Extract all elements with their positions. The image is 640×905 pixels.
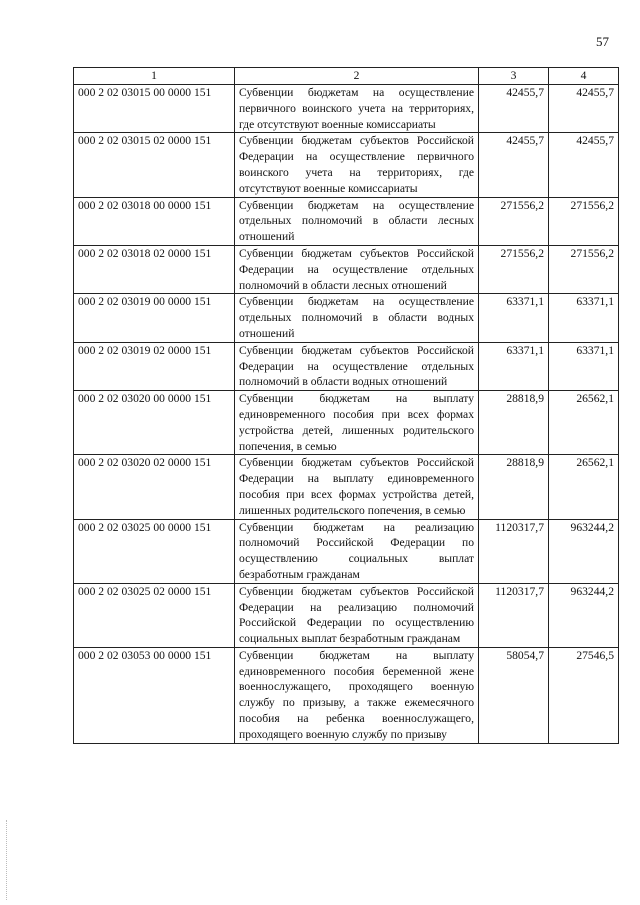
actual-amount-cell: 271556,2	[549, 197, 619, 245]
actual-amount-cell: 271556,2	[549, 245, 619, 293]
table-row	[74, 647, 619, 743]
table-row	[74, 133, 619, 197]
table-row	[74, 391, 619, 455]
table-row	[74, 245, 619, 293]
description-cell: Субвенции бюджетам субъектов Российской Федерации на осуществление отдельных полномочий в области лесных отношений	[235, 245, 479, 293]
header-row	[74, 68, 619, 85]
plan-amount-cell: 271556,2	[479, 197, 549, 245]
actual-amount-cell: 42455,7	[549, 133, 619, 197]
table-row	[74, 85, 619, 133]
plan-amount-cell: 28818,9	[479, 455, 549, 519]
plan-amount-cell: 271556,2	[479, 245, 549, 293]
budget-code-cell: 000 2 02 03025 00 0000 151	[74, 519, 235, 583]
plan-amount-cell: 63371,1	[479, 342, 549, 390]
column-header-2: 2	[235, 68, 479, 85]
budget-code-cell: 000 2 02 03020 00 0000 151	[74, 391, 235, 455]
table-row	[74, 197, 619, 245]
budget-code-cell: 000 2 02 03018 00 0000 151	[74, 197, 235, 245]
actual-amount-cell: 63371,1	[549, 294, 619, 342]
description-cell: Субвенции бюджетам субъектов Российской Федерации на выплату единовременного пособия при всех формах устройства детей, лишенных родительского попечения, в семью	[235, 455, 479, 519]
description-cell: Субвенции бюджетам на осуществление отдельных полномочий в области водных отношений	[235, 294, 479, 342]
actual-amount-cell: 42455,7	[549, 85, 619, 133]
actual-amount-cell: 963244,2	[549, 583, 619, 647]
table-row	[74, 583, 619, 647]
plan-amount-cell: 42455,7	[479, 85, 549, 133]
budget-code-cell: 000 2 02 03020 02 0000 151	[74, 455, 235, 519]
column-header-1: 1	[74, 68, 235, 85]
margin-dots	[6, 820, 9, 900]
description-cell: Субвенции бюджетам на выплату единовременного пособия беременной жене военнослужащего, проходящего военную службу по призыву, а также ежемесячного пособия на ребенка военнослужащего, проходящего военную службу по призыву	[235, 647, 479, 743]
description-cell: Субвенции бюджетам субъектов Российской Федерации на реализацию полномочий Российской Федерации по осуществлению социальных выплат безработным гражданам	[235, 583, 479, 647]
plan-amount-cell: 1120317,7	[479, 583, 549, 647]
table-row	[74, 294, 619, 342]
actual-amount-cell: 63371,1	[549, 342, 619, 390]
budget-code-cell: 000 2 02 03015 00 0000 151	[74, 85, 235, 133]
budget-code-cell: 000 2 02 03018 02 0000 151	[74, 245, 235, 293]
budget-code-cell: 000 2 02 03053 00 0000 151	[74, 647, 235, 743]
actual-amount-cell: 963244,2	[549, 519, 619, 583]
budget-code-cell: 000 2 02 03015 02 0000 151	[74, 133, 235, 197]
plan-amount-cell: 58054,7	[479, 647, 549, 743]
description-cell: Субвенции бюджетам на осуществление первичного воинского учета на территориях, где отсутствуют военные комиссариаты	[235, 85, 479, 133]
actual-amount-cell: 26562,1	[549, 391, 619, 455]
budget-code-cell: 000 2 02 03019 02 0000 151	[74, 342, 235, 390]
table-row	[74, 455, 619, 519]
table-row	[74, 519, 619, 583]
budget-code-cell: 000 2 02 03019 00 0000 151	[74, 294, 235, 342]
actual-amount-cell: 26562,1	[549, 455, 619, 519]
page-number: 57	[596, 34, 609, 49]
table-body	[74, 85, 619, 744]
budget-table	[73, 67, 619, 744]
budget-code-cell: 000 2 02 03025 02 0000 151	[74, 583, 235, 647]
actual-amount-cell: 27546,5	[549, 647, 619, 743]
table-row	[74, 342, 619, 390]
column-header-4: 4	[549, 68, 619, 85]
column-header-3: 3	[479, 68, 549, 85]
plan-amount-cell: 1120317,7	[479, 519, 549, 583]
description-cell: Субвенции бюджетам субъектов Российской Федерации на осуществление первичного воинского учета на территориях, где отсутствуют военные комиссариаты	[235, 133, 479, 197]
description-cell: Субвенции бюджетам на осуществление отдельных полномочий в области лесных отношений	[235, 197, 479, 245]
plan-amount-cell: 42455,7	[479, 133, 549, 197]
description-cell: Субвенции бюджетам субъектов Российской Федерации на осуществление отдельных полномочий в области водных отношений	[235, 342, 479, 390]
description-cell: Субвенции бюджетам на реализацию полномочий Российской Федерации по осуществлению социальных выплат безработным гражданам	[235, 519, 479, 583]
description-cell: Субвенции бюджетам на выплату единовременного пособия при всех формах устройства детей, лишенных родительского попечения, в семью	[235, 391, 479, 455]
plan-amount-cell: 63371,1	[479, 294, 549, 342]
plan-amount-cell: 28818,9	[479, 391, 549, 455]
